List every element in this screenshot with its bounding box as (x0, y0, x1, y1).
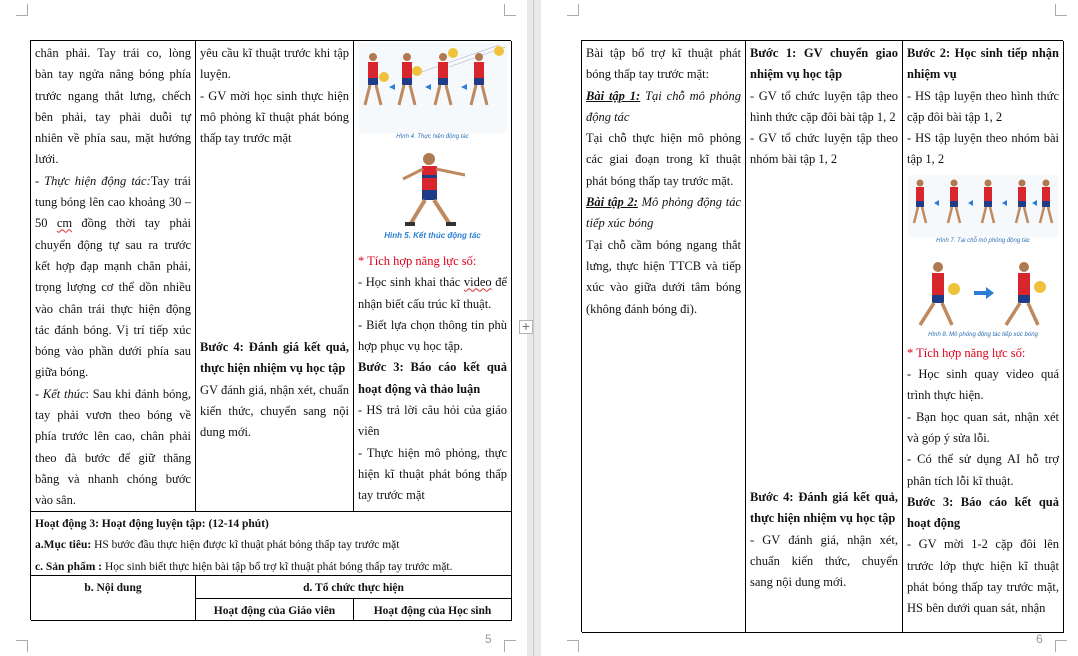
document-page-6 (541, 0, 1078, 656)
page-gap-line (533, 0, 534, 656)
margin-mark (1055, 640, 1067, 652)
figure-8-caption: Hình 8. Mô phỏng động tác tiếp xúc bóng (928, 331, 1038, 338)
step-4-text: GV đánh giá, nhận xét, chuẩn kiến thức, chuyển sang nội dung mới. (200, 382, 349, 440)
video-word: video (463, 275, 492, 290)
lesson-table (581, 40, 1063, 632)
step-3-title: Bước 3: Báo cáo kết quả hoạt động và thảo luận (358, 360, 507, 396)
student-activity-cell (903, 41, 1064, 633)
digital-text: để nhận biết cấu trúc kĩ thuật. (358, 275, 507, 311)
mimic-sequence-figure (908, 175, 1058, 237)
step-2-item: - HS tập luyện theo nhóm bài tập 1, 2 (907, 131, 1059, 167)
page-number: 6 (1036, 632, 1043, 646)
organization-header (196, 576, 512, 599)
product-label: c. Sản phẩm : (35, 560, 103, 573)
student-header (354, 599, 512, 621)
step-1-item: - GV tổ chức luyện tập theo nhóm bài tập 1, 2 (750, 131, 898, 167)
goal-label: a.Mục tiêu: (35, 539, 92, 552)
teacher-text: - GV mời học sinh thực hiện mô phỏng kĩ thuật phát bóng thấp tay trước mặt (200, 88, 349, 146)
teacher-activity-cell (196, 41, 354, 512)
content-text: Tay trái tung bóng lên cao khoảng 30 – 50 (35, 173, 191, 231)
content-cell (31, 41, 196, 512)
step-3-title: Bước 3: Báo cáo kết quả hoạt động (907, 494, 1059, 531)
exercise-1-text: Tại chỗ thực hiện mô phỏng các giai đoạn trong kĩ thuật phát bóng thấp tay trước mặt. (586, 131, 741, 188)
document-page-5 (0, 0, 527, 656)
exercise-2-title: Mô phỏng động tác tiếp xúc bóng (586, 195, 741, 231)
step-4-title: Bước 4: Đánh giá kết quả, thực hiện nhiệm vụ học tập (750, 490, 898, 526)
step-3-item: - HS trả lời câu hỏi của giáo viên (358, 403, 507, 439)
figure-7-caption: Hình 7. Tại chỗ mô phỏng động tác (936, 237, 1030, 244)
teacher-header-text: Hoạt động của Giáo viên (213, 605, 336, 617)
step-4-text: - GV đánh giá, nhận xét, chuẩn kiến thức, chuyển sang nội dung mới. (750, 532, 898, 590)
teacher-activity-cell (746, 41, 903, 633)
digital-item: - Có thể sử dụng AI hỗ trợ phân tích lỗi kĩ thuật. (907, 452, 1059, 488)
content-text: chân phải. Tay trái co, lòng bàn tay ngửa nâng bóng phía trước ngang thắt lưng, chếch bên phải, tay phải duỗi tự nhiên về phía sau, mặt hướng lưới. (35, 46, 191, 167)
step-3-text: - GV mời 1-2 cặp đôi lên trước lớp thực hiện kĩ thuật phát bóng thấp tay trước mặt, HS bên dưới quan sát, nhận (907, 537, 1059, 616)
dash: - (35, 173, 45, 188)
product-text: Học sinh biết thực hiện bài tập bổ trợ kĩ thuật phát bóng thấp tay trước mặt. (102, 560, 453, 573)
content-header-text: b. Nội dung (84, 582, 142, 594)
step-2-title: Bước 2: Học sinh tiếp nhận nhiệm vụ (907, 46, 1059, 82)
margin-mark (16, 4, 28, 16)
exercise-intro: Bài tập bổ trợ kĩ thuật phát bóng thấp tay trước mặt: (586, 46, 741, 82)
margin-mark (16, 640, 28, 652)
digital-item: - Học sinh quay video quá trình thực hiện. (907, 367, 1059, 403)
phase-label: Kết thúc (42, 386, 86, 401)
content-header (31, 576, 196, 621)
organization-header-text: d. Tổ chức thực hiện (303, 582, 404, 594)
serve-follow-through-figure (373, 149, 493, 231)
phase-label: Thực hiện động tác: (44, 173, 151, 188)
digital-skills-title: * Tích hợp năng lực số: (907, 345, 1026, 360)
step-4-title: Bước 4: Đánh giá kết quả, thực hiện nhiệm vụ học tập (200, 340, 349, 376)
exercise-1-title: Tại chỗ mô phỏng động tác (586, 88, 741, 124)
student-header-text: Hoạt động của Học sinh (373, 605, 492, 617)
margin-mark (1055, 4, 1067, 16)
figure-5-caption: Hình 5. Kết thúc động tác (384, 231, 481, 240)
add-icon[interactable]: + (519, 320, 533, 334)
goal-text: HS bước đầu thực hiện được kĩ thuật phát bóng thấp tay trước mặt (91, 539, 400, 552)
step-1-item: - GV tổ chức luyện tập theo hình thức cặp đôi bài tập 1, 2 (750, 88, 898, 124)
margin-mark (567, 4, 579, 16)
exercise-2-text: Tại chỗ cầm bóng ngang thắt lưng, thực hiện TTCB và tiếp xúc vào giữa dưới tâm bóng (không đánh bóng đi). (586, 237, 741, 316)
exercise-1-label: Bài tập 1: (586, 88, 641, 103)
margin-mark (567, 640, 579, 652)
digital-skills-title: * Tích hợp năng lực số: (358, 254, 477, 268)
content-text: : Sau khi đánh bóng, tay phải vươn theo bóng về phía trước lên cao, chân phải theo đà bước để giữ thăng bằng và nhanh chóng bước vào sân. (35, 386, 191, 508)
step-2-item: - HS tập luyện theo hình thức cặp đôi bài tập 1, 2 (907, 88, 1059, 124)
margin-mark (504, 4, 516, 16)
digital-text: - Biết lựa chọn thông tin phù hợp phục vụ học tập. (358, 317, 507, 354)
content-cell (582, 41, 746, 633)
exercise-2-label: Bài tập 2: (586, 195, 638, 210)
page-number: 5 (485, 632, 492, 646)
unit-text: cm (56, 216, 73, 231)
activity-3-cell (31, 512, 512, 576)
ball-contact-figure (908, 259, 1058, 331)
student-activity-cell (354, 41, 512, 512)
teacher-header (196, 599, 354, 621)
step-3-item: - Thực hiện mô phỏng, thực hiện kĩ thuật phát bóng thấp tay trước mặt (358, 445, 507, 503)
digital-item: - Bạn học quan sát, nhận xét và góp ý sửa lỗi. (907, 409, 1059, 445)
lesson-table (30, 40, 511, 620)
serve-sequence-figure (359, 43, 507, 133)
activity-title: Hoạt động 3: Hoạt động luyện tập: (12-14 phút) (35, 518, 269, 530)
digital-text: - Học sinh khai thác (358, 275, 464, 290)
margin-mark (504, 640, 516, 652)
teacher-text: yêu cầu kĩ thuật trước khi tập luyện. (200, 46, 349, 82)
dash: - (35, 386, 43, 401)
content-text: đồng thời tay phải chuyển động tự sau ra trước kết hợp đạp mạnh chân phải, trọng lượng cơ thể dồn nhiều vào chân trái thực hiện động tác đánh bóng. Vị trí tiếp xúc bóng vào phần dưới phía sau giữa bóng. (35, 216, 191, 380)
figure-4-caption: Hình 4. Thực hiện động tác (396, 134, 469, 140)
step-1-title: Bước 1: GV chuyển giao nhiệm vụ học tập (750, 46, 898, 82)
